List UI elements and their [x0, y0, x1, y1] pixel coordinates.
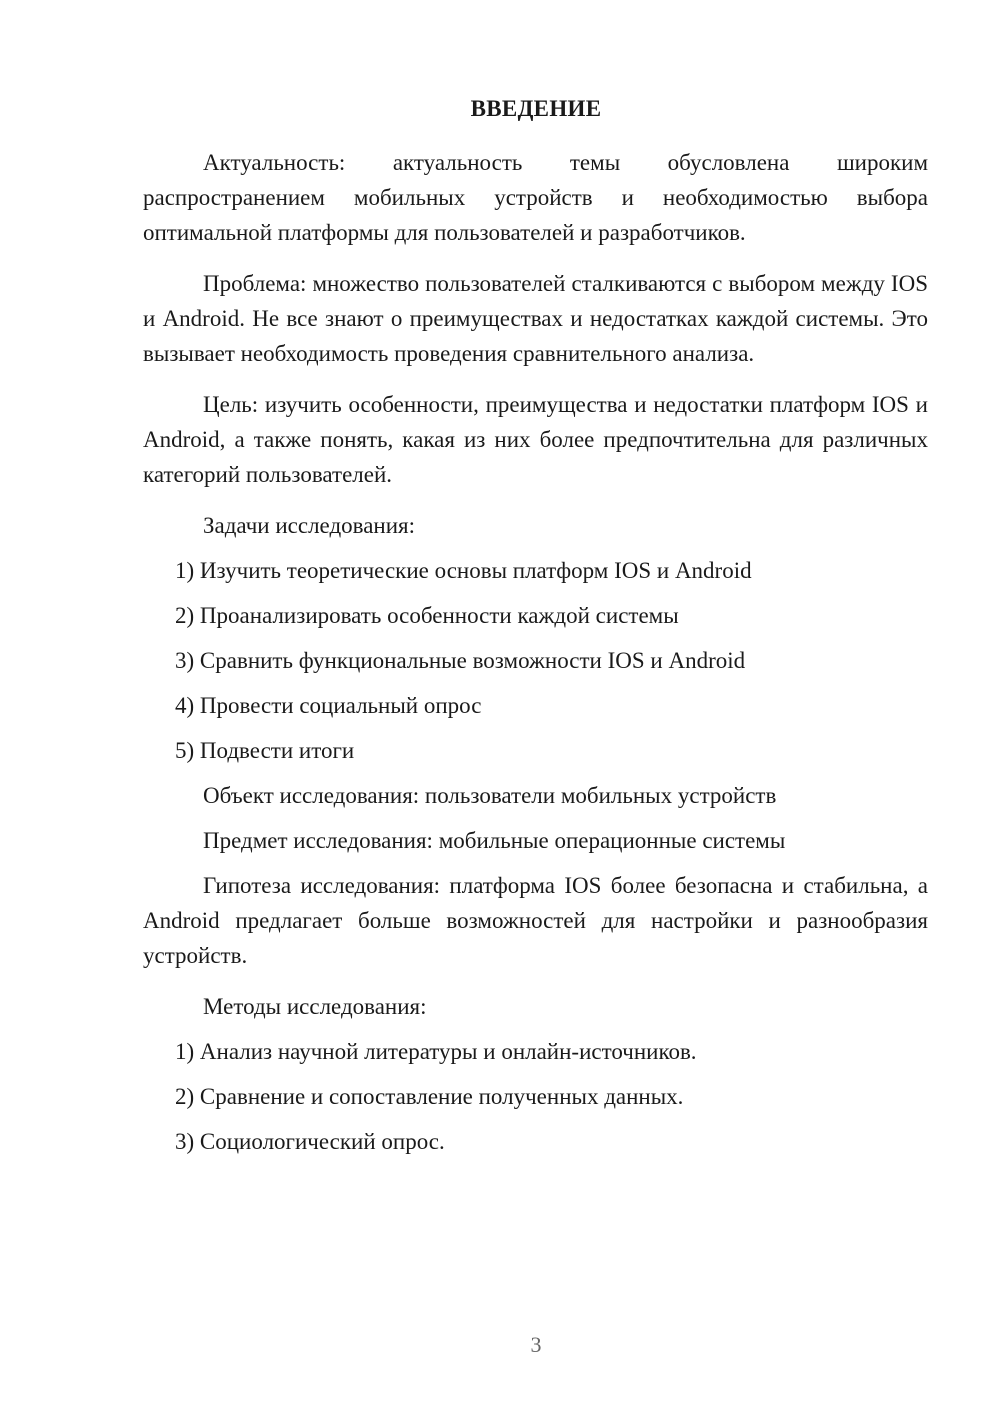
page-number: 3 — [530, 1332, 542, 1357]
tasks-list — [143, 553, 928, 768]
task-item: 4) Провести социальный опрос — [175, 693, 482, 718]
task-item: 2) Проанализировать особенности каждой системы — [175, 603, 679, 628]
research-object: Объект исследования: пользователи мобильных устройств — [203, 783, 777, 808]
task-item: 5) Подвести итоги — [175, 738, 355, 763]
methods-heading: Методы исследования: — [203, 994, 427, 1019]
goal-paragraph: Цель: изучить особенности, преимущества и недостатки платформ IOS и Android, а также понять, какая из них более предпочтительна для различных категорий пользователей. — [143, 392, 928, 487]
relevance-paragraph: Актуальность: актуальность темы обусловлена широким распространением мобильных устройств и необходимостью выбора оптимальной платформы для пользователей и разработчиков. — [143, 150, 928, 245]
tasks-heading: Задачи исследования: — [203, 513, 416, 538]
method-item: 1) Анализ научной литературы и онлайн-источников. — [175, 1039, 697, 1064]
document-body — [143, 145, 928, 1169]
problem-paragraph: Проблема: множество пользователей сталкиваются с выбором между IOS и Android. Не все знают о преимуществах и недостатках каждой системы. Это вызывает необходимость проведения сравнительного анализа. — [143, 271, 928, 366]
method-item: 2) Сравнение и сопоставление полученных данных. — [175, 1084, 684, 1109]
task-item: 3) Сравнить функциональные возможности IOS и Android — [175, 648, 746, 673]
methods-list — [143, 1034, 928, 1159]
research-subject: Предмет исследования: мобильные операционные системы — [203, 828, 786, 853]
method-item: 3) Социологический опрос. — [175, 1129, 445, 1154]
page-title: ВВЕДЕНИЕ — [470, 96, 602, 121]
task-item: 1) Изучить теоретические основы платформ IOS и Android — [175, 558, 752, 583]
hypothesis-paragraph: Гипотеза исследования: платформа IOS более безопасна и стабильна, а Android предлагает больше возможностей для настройки и разнообразия устройств. — [143, 873, 928, 968]
